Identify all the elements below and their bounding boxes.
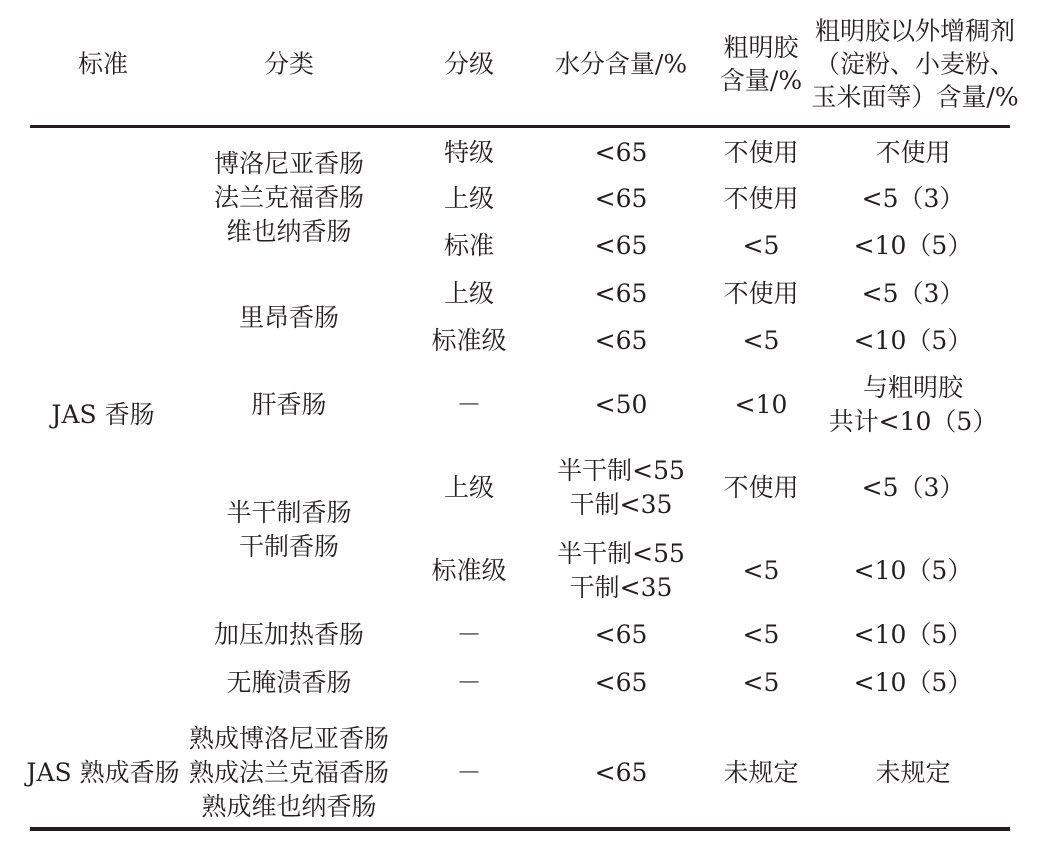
thickener-cell-line: <10（5） [853, 620, 973, 649]
moisture-cell-line: <65 [594, 138, 648, 167]
grade-cell [456, 666, 481, 700]
category-cell-line: 里昂香肠 [238, 303, 340, 332]
thickener-cell-line: <10（5） [853, 231, 973, 260]
category-cell-line: 无腌渍香肠 [226, 668, 352, 697]
header-other-thickener-line: 粗明胶以外增稠剂 [814, 16, 1015, 46]
grade-cell [444, 182, 494, 216]
header-crude-gelatin-line: 粗明胶 [723, 33, 799, 62]
standard-cell-line: JAS 熟成香肠 [26, 758, 180, 787]
gelatin-cell-line: <5 [742, 556, 780, 585]
grade-cell-line: 上级 [443, 279, 495, 308]
header-moisture [555, 48, 687, 81]
moisture-cell [595, 182, 648, 216]
moisture-cell [595, 666, 648, 700]
gelatin-cell-line: <5 [742, 620, 780, 649]
header-standard-line: 标准 [77, 49, 129, 79]
category-cell [251, 388, 326, 422]
moisture-cell [557, 454, 685, 522]
gelatin-cell-line: <10 [734, 390, 788, 419]
grade-cell [456, 388, 481, 422]
gelatin-cell [743, 666, 780, 700]
category-cell [239, 301, 339, 335]
gelatin-cell-line: 不使用 [723, 138, 799, 167]
gelatin-cell [723, 136, 798, 170]
moisture-cell-line: <50 [594, 390, 648, 419]
category-cell-line: 肝香肠 [251, 390, 327, 419]
category-cell-line: 熟成博洛尼亚香肠 [188, 724, 390, 753]
thickener-cell-line: <5（3） [861, 279, 965, 308]
grade-cell [444, 277, 494, 311]
grade-cell [431, 554, 506, 588]
moisture-cell-line: <65 [594, 326, 648, 355]
header-other-thickener [811, 15, 1018, 114]
moisture-cell [557, 537, 685, 605]
grade-cell-line: － [456, 620, 482, 649]
category-cell [214, 618, 364, 652]
grade-cell-line: － [456, 390, 482, 419]
thickener-cell-line: <5（3） [861, 184, 965, 213]
moisture-cell-line: <65 [594, 758, 648, 787]
category-cell [189, 722, 389, 824]
thickener-cell-line: <10（5） [853, 556, 973, 585]
thickener-cell-line: 不使用 [875, 138, 951, 167]
gelatin-cell [723, 182, 798, 216]
moisture-cell [595, 618, 648, 652]
category-cell-line: 法兰克福香肠 [213, 183, 365, 212]
grade-cell-line: 标准级 [431, 556, 507, 585]
gelatin-cell-line: 未规定 [723, 758, 799, 787]
grade-cell [456, 618, 481, 652]
moisture-cell [595, 324, 648, 358]
gelatin-cell [743, 554, 780, 588]
grade-cell-line: 上级 [443, 184, 495, 213]
header-category-line: 分类 [263, 49, 315, 79]
moisture-cell-line: <65 [594, 231, 648, 260]
header-standard [78, 48, 128, 81]
moisture-cell [595, 388, 648, 422]
thickener-cell [875, 756, 950, 790]
thickener-cell [854, 618, 973, 652]
category-cell [226, 666, 351, 700]
grade-cell-line: 特级 [443, 138, 495, 167]
header-crude-gelatin-line: 含量/% [719, 66, 803, 95]
category-cell-line: 维也纳香肠 [226, 217, 352, 246]
header-moisture-line: 水分含量/% [554, 49, 688, 79]
bottom-rule [30, 827, 1010, 831]
category-cell [226, 496, 351, 564]
grade-cell [431, 324, 506, 358]
standard-cell [51, 398, 154, 432]
thickener-cell-line: <10（5） [853, 668, 973, 697]
grade-cell-line: 标准级 [431, 326, 507, 355]
category-cell-line: 半干制香肠 [226, 498, 352, 527]
thickener-cell [862, 277, 965, 311]
grade-cell [444, 229, 494, 263]
thickener-cell-line: 未规定 [875, 758, 951, 787]
grade-cell-line: － [456, 668, 482, 697]
moisture-cell-line: 半干制<55 [557, 539, 685, 568]
gelatin-cell-line: 不使用 [723, 279, 799, 308]
category-cell [214, 147, 364, 249]
thickener-cell [854, 554, 973, 588]
grade-cell [444, 471, 494, 505]
gelatin-cell [743, 229, 780, 263]
moisture-cell-line: <65 [594, 184, 648, 213]
gelatin-cell-line: <5 [742, 668, 780, 697]
thickener-cell-line: <10（5） [853, 326, 973, 355]
category-cell-line: 熟成维也纳香肠 [201, 792, 377, 821]
category-cell-line: 熟成法兰克福香肠 [188, 758, 390, 787]
grade-cell-line: 上级 [443, 473, 495, 502]
gelatin-cell [723, 756, 798, 790]
moisture-cell-line: <65 [594, 279, 648, 308]
grade-cell [456, 756, 481, 790]
moisture-cell-line: 半干制<55 [557, 456, 685, 485]
category-cell-line: 干制香肠 [238, 532, 340, 561]
gelatin-cell-line: 不使用 [723, 184, 799, 213]
thickener-cell-line: 与粗明胶 [862, 373, 964, 402]
header-grade [444, 48, 494, 81]
moisture-cell [595, 136, 648, 170]
moisture-cell-line: 干制<35 [569, 490, 673, 519]
moisture-cell [595, 229, 648, 263]
moisture-cell-line: <65 [594, 668, 648, 697]
moisture-cell-line: 干制<35 [569, 573, 673, 602]
gelatin-cell [735, 388, 788, 422]
grade-cell [444, 136, 494, 170]
moisture-cell [595, 277, 648, 311]
gelatin-cell [743, 618, 780, 652]
moisture-cell-line: <65 [594, 620, 648, 649]
thickener-cell [854, 666, 973, 700]
top-rule [30, 125, 1010, 128]
grade-cell-line: － [456, 758, 482, 787]
header-crude-gelatin [720, 31, 802, 97]
header-other-thickener-line: （淀粉、小麦粉、 [814, 49, 1015, 79]
header-grade-line: 分级 [443, 49, 495, 79]
thickener-cell [854, 324, 973, 358]
moisture-cell [595, 756, 648, 790]
header-category [264, 48, 314, 81]
thickener-cell [862, 471, 965, 505]
gelatin-cell-line: <5 [742, 231, 780, 260]
gelatin-cell-line: 不使用 [723, 473, 799, 502]
standard-cell [26, 756, 179, 790]
category-cell-line: 加压加热香肠 [213, 620, 365, 649]
grade-cell-line: 标准 [443, 231, 495, 260]
gelatin-cell-line: <5 [742, 326, 780, 355]
standard-cell-line: JAS 香肠 [51, 400, 155, 429]
thickener-cell [829, 371, 998, 439]
thickener-cell-line: <5（3） [861, 473, 965, 502]
thickener-cell [854, 229, 973, 263]
category-cell-line: 博洛尼亚香肠 [213, 149, 365, 178]
thickener-cell [875, 136, 950, 170]
thickener-cell-line: 共计<10（5） [828, 407, 998, 436]
gelatin-cell [723, 471, 798, 505]
header-other-thickener-line: 玉米面等）含量/% [811, 82, 1019, 112]
thickener-cell [862, 182, 965, 216]
gelatin-cell [743, 324, 780, 358]
gelatin-cell [723, 277, 798, 311]
